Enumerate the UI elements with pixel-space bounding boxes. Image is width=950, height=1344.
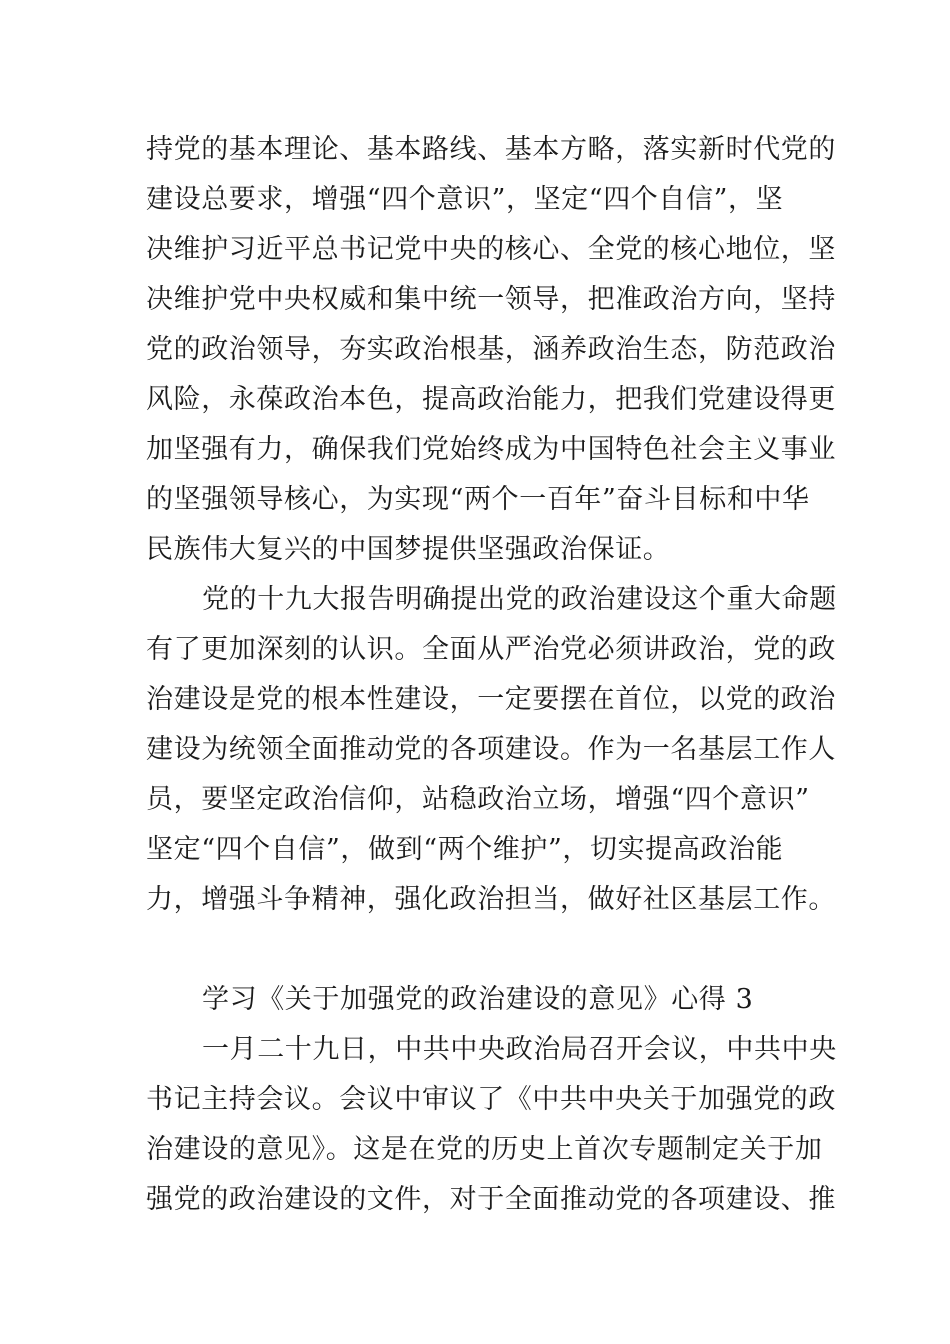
text-line: 建设总要求，增强“四个意识”，坚定“四个自信”，坚 [146, 184, 784, 215]
paragraph-start-line: 党的十九大报告明确提出党的政治建设这个重大命题 [202, 584, 837, 615]
text-line: 书记主持会议。会议中审议了《中共中央关于加强党的政 [146, 1084, 836, 1115]
section-heading: 学习《关于加强党的政治建设的意见》心得 3 [202, 984, 754, 1015]
text-line: 风险，永葆政治本色，提高政治能力，把我们党建设得更 [146, 384, 836, 415]
text-line: 的坚强领导核心，为实现“两个一百年”奋斗目标和中华 [146, 484, 810, 515]
text-line: 加坚强有力，确保我们党始终成为中国特色社会主义事业 [146, 434, 836, 465]
text-line: 治建设是党的根本性建设，一定要摆在首位，以党的政治 [146, 684, 836, 715]
text-line: 员，要坚定政治信仰，站稳政治立场，增强“四个意识” [146, 784, 810, 815]
text-line: 决维护习近平总书记党中央的核心、全党的核心地位，坚 [146, 234, 836, 265]
text-line: 建设为统领全面推动党的各项建设。作为一名基层工作人 [146, 734, 836, 765]
text-line: 力，增强斗争精神，强化政治担当，做好社区基层工作。 [146, 884, 836, 915]
text-line: 治建设的意见》。这是在党的历史上首次专题制定关于加 [146, 1134, 823, 1165]
text-line: 强党的政治建设的文件，对于全面推动党的各项建设、推 [146, 1184, 836, 1215]
text-line: 坚定“四个自信”，做到“两个维护”，切实提高政治能 [146, 834, 784, 865]
text-line: 民族伟大复兴的中国梦提供坚强政治保证。 [146, 534, 671, 565]
paragraph-start-line: 一月二十九日，中共中央政治局召开会议，中共中央 [202, 1034, 837, 1065]
text-line: 持党的基本理论、基本路线、基本方略，落实新时代党的 [146, 134, 836, 165]
text-line: 党的政治领导，夯实政治根基，涵养政治生态，防范政治 [146, 334, 836, 365]
text-line: 有了更加深刻的认识。全面从严治党必须讲政治，党的政 [146, 634, 836, 665]
text-line: 决维护党中央权威和集中统一领导，把准政治方向，坚持 [146, 284, 836, 315]
